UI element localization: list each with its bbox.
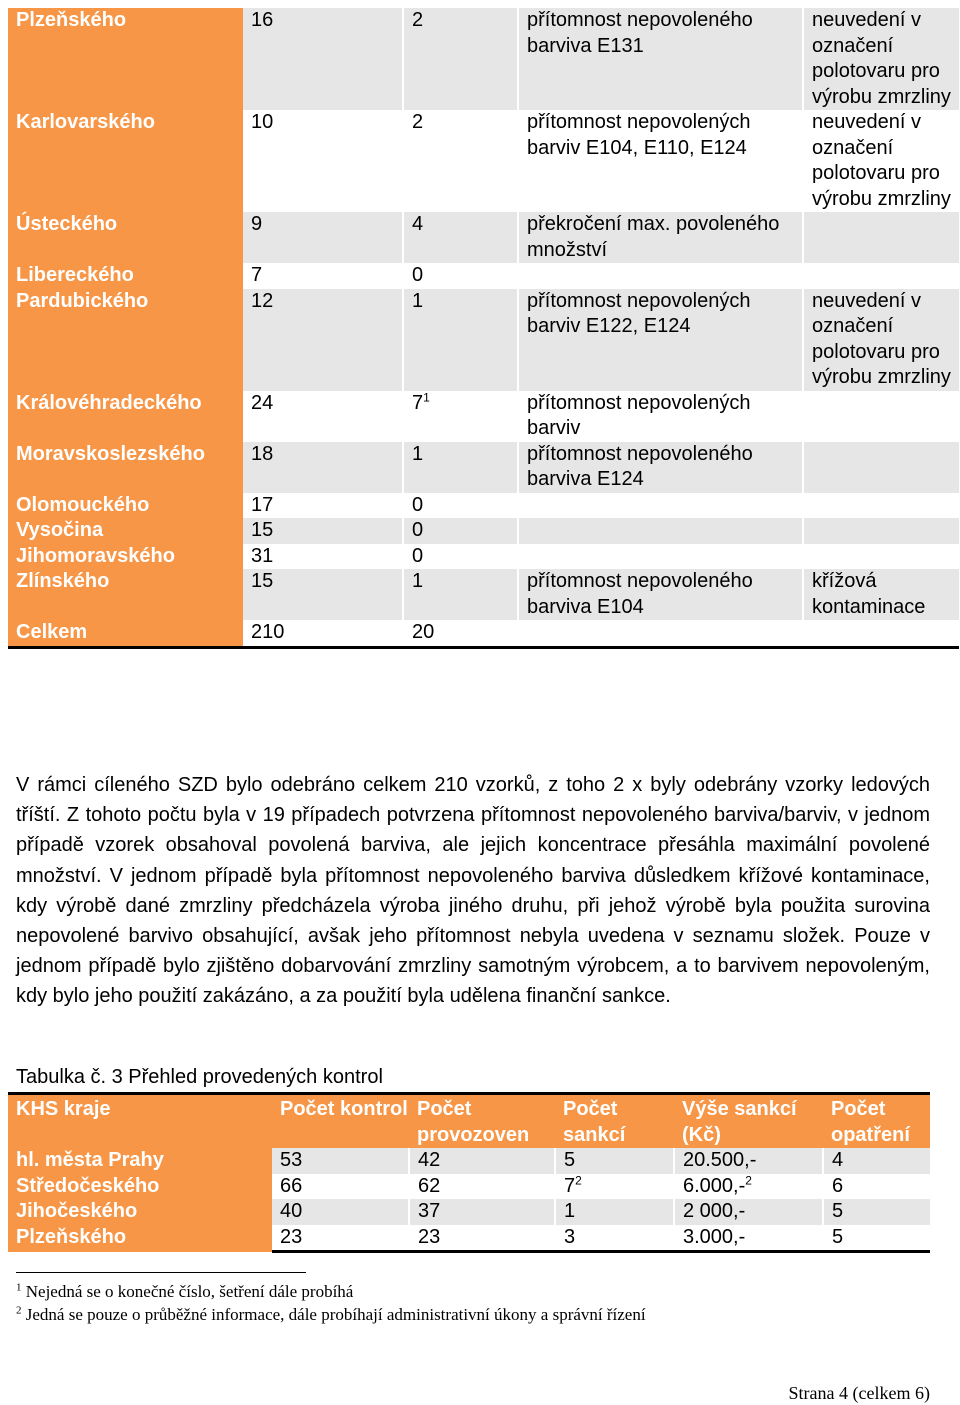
sanctions-cell: 4: [403, 212, 518, 263]
column-header: KHS kraje: [8, 1094, 272, 1149]
labeling-cell: [803, 212, 959, 263]
region-cell: Plzeňského: [8, 1225, 272, 1252]
table-row: [8, 110, 959, 212]
table-row: [8, 518, 959, 544]
sanctions-cell: 0: [403, 493, 518, 519]
controls-cell: 23: [272, 1225, 409, 1252]
region-cell: hl. města Prahy: [8, 1148, 272, 1174]
table-header-row: [8, 1094, 930, 1149]
defect-cell: přítomnost nepovoleného barviva E104: [518, 569, 803, 620]
sanctions-cell: 0: [403, 518, 518, 544]
table-row: [8, 493, 959, 519]
controls-cell: 9: [243, 212, 403, 263]
measures-cell: 5: [823, 1225, 930, 1252]
sanctions-cell: 1: [403, 569, 518, 620]
controls-cell: 31: [243, 544, 403, 570]
measures-cell: 4: [823, 1148, 930, 1174]
table-row: [8, 544, 959, 570]
controls-cell: 16: [243, 8, 403, 110]
sanctions-cell: 20: [403, 620, 518, 647]
labeling-cell: [803, 620, 959, 647]
controls-cell: 15: [243, 518, 403, 544]
measures-cell: 6: [823, 1174, 930, 1200]
region-cell: Královéhradeckého: [8, 391, 243, 442]
defect-cell: přítomnost nepovolených barviv E104, E110, E124: [518, 110, 803, 212]
defect-cell: přítomnost nepovoleného barviva E124: [518, 442, 803, 493]
labeling-cell: neuvedení v označení polotovaru pro výrobu zmrzliny: [803, 289, 959, 391]
table-row: [8, 1225, 930, 1252]
table-row: [8, 1174, 930, 1200]
sanction-amount-cell: 2 000,-: [674, 1199, 823, 1225]
labeling-cell: [803, 544, 959, 570]
region-cell: Zlínského: [8, 569, 243, 620]
sanction-amount-cell: 6.000,-$^2$: [674, 1174, 823, 1200]
table-row: [8, 1199, 930, 1225]
sanctions-cell: 3: [555, 1225, 674, 1252]
table-caption: Tabulka č. 3 Přehled provedených kontrol: [16, 1066, 383, 1088]
sanction-amount-cell: 3.000,-: [674, 1225, 823, 1252]
table-row: [8, 391, 959, 442]
region-cell: Ústeckého: [8, 212, 243, 263]
sampling-results-table: [8, 8, 959, 649]
sanctions-cell: 2: [403, 110, 518, 212]
measures-cell: 5: [823, 1199, 930, 1225]
labeling-cell: [803, 391, 959, 442]
controls-cell: 12: [243, 289, 403, 391]
sanctions-cell: $7^1$: [403, 391, 518, 442]
labeling-cell: [803, 263, 959, 289]
controls-cell: 210: [243, 620, 403, 647]
footnote-2: $^2$ Jedná se pouze o průběžné informace, dále probíhají administrativní úkony a správní řízení: [16, 1304, 646, 1324]
summary-paragraph: V rámci cíleného SZD bylo odebráno celkem 210 vzorků, z toho 2 x byly odebrány vzorky ledových tříští. Z tohoto počtu byla v 19 případech potvrzena přítomnost nepovoleného barviva/barviv, v jednom případě vzorek obsahoval povolená barviva, ale jejich koncentrace přesáhla maximální povolené množství. V jednom případě byla přítomnost nepovoleného barviva důsledkem křížové kontaminace, kdy výrobě dané zmrzliny předcházela výroba jiného druhu, při jehož výrobě byla použita surovina nepovolené barvivo obsahující, avšak jeho přítomnost nebyla uvedena v seznamu složek. Pouze v jednom případě bylo zjištěno dobarvování zmrzliny samotným výrobcem, a to barvivem nepovoleným, kdy bylo jeho použití zakázáno, a za použití byla udělena finanční sankce.: [16, 774, 930, 1008]
region-cell: Celkem: [8, 620, 243, 647]
region-cell: Pardubického: [8, 289, 243, 391]
controls-cell: 17: [243, 493, 403, 519]
table-row: [8, 569, 959, 620]
facilities-cell: 23: [409, 1225, 555, 1252]
region-cell: Olomouckého: [8, 493, 243, 519]
controls-cell: 15: [243, 569, 403, 620]
controls-cell: 66: [272, 1174, 409, 1200]
footnote-separator: [16, 1272, 306, 1273]
column-header: Výše sankcí (Kč): [674, 1094, 823, 1149]
labeling-cell: neuvedení v označení polotovaru pro výrobu zmrzliny: [803, 110, 959, 212]
sanctions-cell: 2: [403, 8, 518, 110]
labeling-cell: křížová kontaminace: [803, 569, 959, 620]
column-header: Počet sankcí: [555, 1094, 674, 1149]
region-cell: Moravskoslezského: [8, 442, 243, 493]
region-cell: Plzeňského: [8, 8, 243, 110]
column-header: Počet opatření: [823, 1094, 930, 1149]
facilities-cell: 42: [409, 1148, 555, 1174]
controls-cell: 40: [272, 1199, 409, 1225]
defect-cell: [518, 544, 803, 570]
defect-cell: překročení max. povoleného množství: [518, 212, 803, 263]
table-row: [8, 8, 959, 110]
controls-cell: 10: [243, 110, 403, 212]
table-row: [8, 442, 959, 493]
sanctions-cell: 5: [555, 1148, 674, 1174]
region-cell: Středočeského: [8, 1174, 272, 1200]
labeling-cell: [803, 493, 959, 519]
sanctions-cell: 0: [403, 263, 518, 289]
page-number: Strana 4 (celkem 6): [788, 1383, 930, 1403]
defect-cell: přítomnost nepovoleného barviva E131: [518, 8, 803, 110]
region-cell: Vysočina: [8, 518, 243, 544]
footnote-1: $^1$ Nejedná se o konečné číslo, šetření dále probíhá: [16, 1281, 354, 1301]
region-cell: Jihočeského: [8, 1199, 272, 1225]
column-header: Počet provozoven: [409, 1094, 555, 1149]
sanctions-cell: 1: [403, 289, 518, 391]
table-row: [8, 263, 959, 289]
table-row: [8, 289, 959, 391]
facilities-cell: 37: [409, 1199, 555, 1225]
sanctions-cell: 1: [403, 442, 518, 493]
column-header: Počet kontrol: [272, 1094, 409, 1149]
controls-cell: 18: [243, 442, 403, 493]
labeling-cell: [803, 518, 959, 544]
controls-cell: 7: [243, 263, 403, 289]
labeling-cell: neuvedení v označení polotovaru pro výrobu zmrzliny: [803, 8, 959, 110]
defect-cell: [518, 620, 803, 647]
defect-cell: [518, 518, 803, 544]
region-cell: Karlovarského: [8, 110, 243, 212]
table-row: [8, 1148, 930, 1174]
defect-cell: [518, 493, 803, 519]
defect-cell: [518, 263, 803, 289]
sanctions-cell: 0: [403, 544, 518, 570]
region-cell: Jihomoravského: [8, 544, 243, 570]
inspections-overview-table: [8, 1092, 930, 1253]
defect-cell: přítomnost nepovolených barviv: [518, 391, 803, 442]
table-row: [8, 212, 959, 263]
labeling-cell: [803, 442, 959, 493]
controls-cell: 53: [272, 1148, 409, 1174]
region-cell: Libereckého: [8, 263, 243, 289]
controls-cell: 24: [243, 391, 403, 442]
defect-cell: přítomnost nepovolených barviv E122, E124: [518, 289, 803, 391]
sanctions-cell: $7^2$: [555, 1174, 674, 1200]
facilities-cell: 62: [409, 1174, 555, 1200]
sanctions-cell: 1: [555, 1199, 674, 1225]
sanction-amount-cell: 20.500,-: [674, 1148, 823, 1174]
table-row: [8, 620, 959, 647]
